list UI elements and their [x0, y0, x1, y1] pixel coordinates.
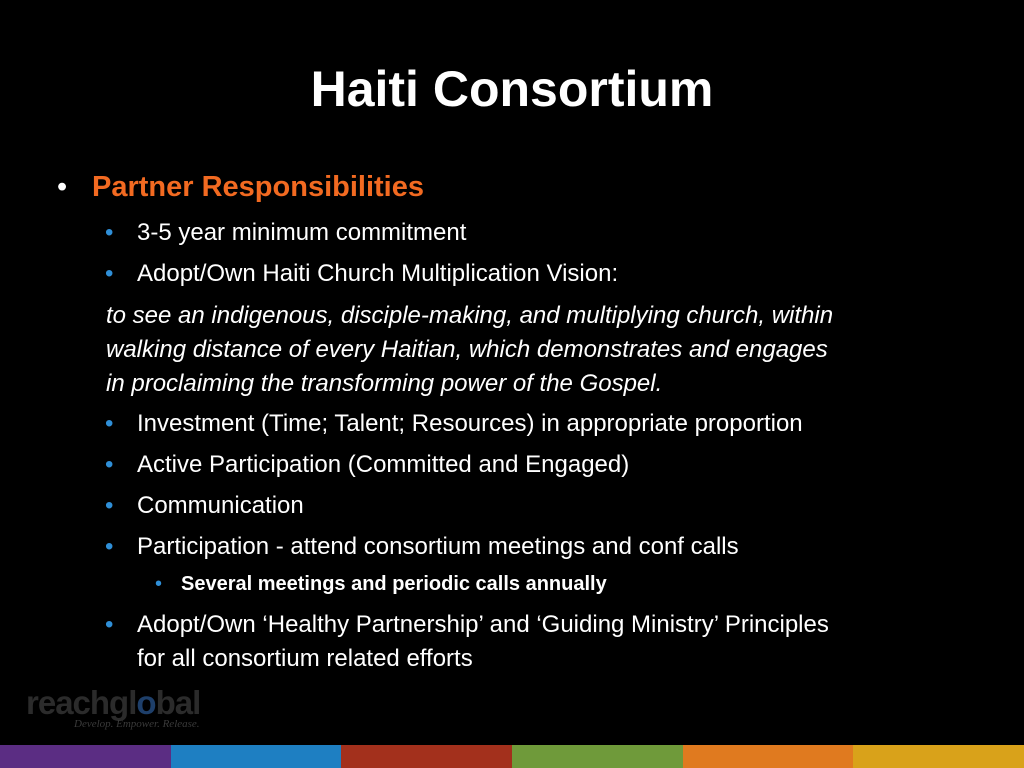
list-item-text: 3-5 year minimum commitment	[137, 219, 467, 246]
stripe-segment	[683, 745, 854, 768]
bullet-marker: •	[155, 573, 163, 595]
color-stripe	[0, 745, 1024, 768]
list-item-text: Participation - attend consortium meetings and conf calls	[137, 533, 739, 560]
stripe-segment	[171, 745, 342, 768]
logo-wordmark: reachglobal	[26, 684, 201, 721]
section-heading: Partner Responsibilities	[92, 171, 424, 203]
vision-line: in proclaiming the transforming power of the Gospel.	[106, 370, 663, 397]
list-item-text: Communication	[137, 492, 304, 519]
logo-tagline: Develop. Empower. Release.	[74, 718, 200, 730]
slide-title: Haiti Consortium	[310, 61, 714, 117]
vision-line: to see an indigenous, disciple-making, and multiplying church, within	[106, 302, 834, 329]
vision-statement	[106, 299, 986, 401]
bullet-marker: •	[105, 492, 114, 519]
stripe-segment	[853, 745, 1024, 768]
bullet-marker: •	[105, 260, 114, 287]
sub-list-item-text: Several meetings and periodic calls annually	[181, 573, 607, 595]
list-item-text: Investment (Time; Talent; Resources) in appropriate proportion	[137, 410, 803, 437]
stripe-segment	[0, 745, 171, 768]
bullet-marker: •	[105, 410, 114, 437]
bullet-marker: •	[57, 171, 68, 203]
list-item-text: Adopt/Own Haiti Church Multiplication Vision:	[137, 260, 619, 287]
vision-line: walking distance of every Haitian, which demonstrates and engages	[106, 336, 828, 363]
bullet-marker: •	[105, 611, 114, 638]
list-item-text-continued: for all consortium related efforts	[137, 645, 473, 672]
stripe-segment	[512, 745, 683, 768]
reachglobal-logo	[26, 684, 201, 730]
list-item-text: Active Participation (Committed and Engaged)	[137, 451, 630, 478]
list-item-text: Adopt/Own ‘Healthy Partnership’ and ‘Guiding Ministry’ Principles	[137, 611, 829, 638]
bullet-marker: •	[105, 219, 114, 246]
stripe-segment	[341, 745, 512, 768]
bullet-marker: •	[105, 451, 114, 478]
bullet-marker: •	[105, 533, 114, 560]
